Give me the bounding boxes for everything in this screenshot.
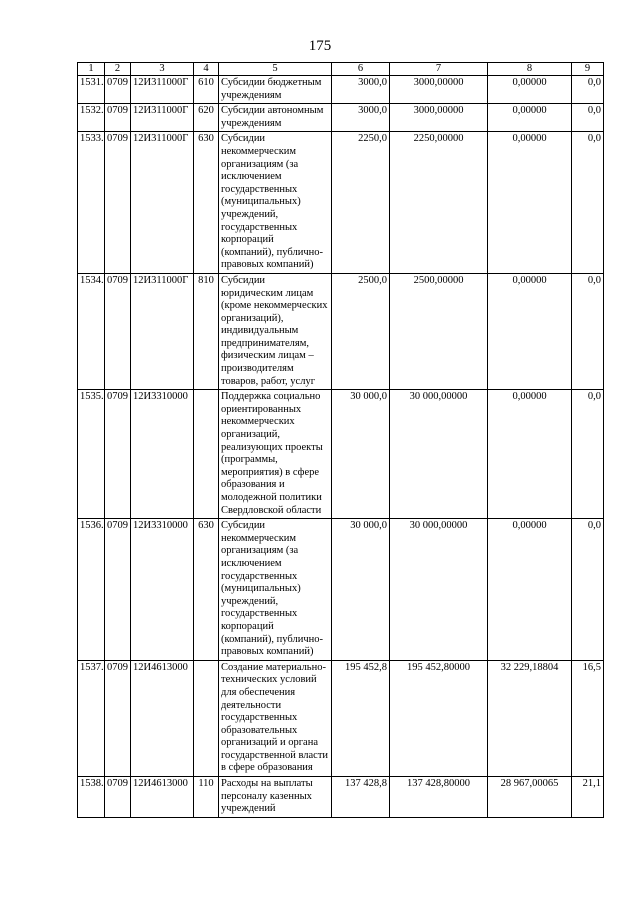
column-header: 6 [332,63,390,76]
budget-table [77,62,604,818]
column-header: 3 [131,63,194,76]
refined-amount: 30 000,00000 [390,390,488,519]
target-code: 12И311000Г [131,132,194,274]
expense-type [194,390,219,519]
refined-amount: 137 428,80000 [390,777,488,818]
item-name: Создание материально-технических условий для обеспечения деятельности государственных образовательных организаций и органа государственной власти в сфере образования [219,660,332,776]
refined-amount: 30 000,00000 [390,519,488,661]
row-number: 1538. [78,777,105,818]
item-name: Субсидии бюджетным учреждениям [219,76,332,104]
expense-type [194,660,219,776]
table-row [78,273,604,389]
row-number: 1534. [78,273,105,389]
target-code: 12И311000Г [131,76,194,104]
plan-amount: 2250,0 [332,132,390,274]
section-code: 0709 [105,390,131,519]
table-row [78,777,604,818]
expense-type: 630 [194,519,219,661]
expense-type: 620 [194,104,219,132]
row-number: 1532. [78,104,105,132]
execution-percent: 0,0 [572,519,604,661]
target-code: 12И4613000 [131,777,194,818]
executed-amount: 0,00000 [488,76,572,104]
expense-type: 110 [194,777,219,818]
refined-amount: 2500,00000 [390,273,488,389]
refined-amount: 3000,00000 [390,104,488,132]
expense-type: 610 [194,76,219,104]
executed-amount: 0,00000 [488,104,572,132]
plan-amount: 137 428,8 [332,777,390,818]
executed-amount: 28 967,00065 [488,777,572,818]
executed-amount: 0,00000 [488,390,572,519]
target-code: 12И4613000 [131,660,194,776]
item-name: Субсидии автономным учреждениям [219,104,332,132]
plan-amount: 2500,0 [332,273,390,389]
section-code: 0709 [105,777,131,818]
plan-amount: 3000,0 [332,104,390,132]
section-code: 0709 [105,519,131,661]
refined-amount: 3000,00000 [390,76,488,104]
execution-percent: 0,0 [572,132,604,274]
expense-type: 630 [194,132,219,274]
row-number: 1531. [78,76,105,104]
column-header: 7 [390,63,488,76]
table-row [78,76,604,104]
plan-amount: 30 000,0 [332,390,390,519]
item-name: Субсидии юридическим лицам (кроме некоммерческих организаций), индивидуальным предпринимателям, физическим лицам – производителям товаров, работ, услуг [219,273,332,389]
refined-amount: 195 452,80000 [390,660,488,776]
item-name: Расходы на выплаты персоналу казенных учреждений [219,777,332,818]
item-name: Поддержка социально ориентированных некоммерческих организаций, реализующих проекты (программы, мероприятия) в сфере образования и молодежной политики Свердловской области [219,390,332,519]
table-row [78,390,604,519]
table-row [78,519,604,661]
table-row [78,660,604,776]
section-code: 0709 [105,660,131,776]
page-number: 175 [308,38,332,54]
section-code: 0709 [105,104,131,132]
item-name: Субсидии некоммерческим организациям (за исключением государственных (муниципальных) учреждений, государственных корпораций (компаний), публично-правовых компаний) [219,132,332,274]
section-code: 0709 [105,273,131,389]
target-code: 12И3310000 [131,519,194,661]
column-header: 5 [219,63,332,76]
header-row [78,63,604,76]
column-header: 9 [572,63,604,76]
executed-amount: 0,00000 [488,273,572,389]
table-row [78,132,604,274]
target-code: 12И311000Г [131,273,194,389]
execution-percent: 0,0 [572,273,604,389]
plan-amount: 30 000,0 [332,519,390,661]
refined-amount: 2250,00000 [390,132,488,274]
column-header: 4 [194,63,219,76]
row-number: 1533. [78,132,105,274]
target-code: 12И311000Г [131,104,194,132]
executed-amount: 0,00000 [488,132,572,274]
column-header: 2 [105,63,131,76]
execution-percent: 0,0 [572,390,604,519]
target-code: 12И3310000 [131,390,194,519]
plan-amount: 3000,0 [332,76,390,104]
execution-percent: 21,1 [572,777,604,818]
plan-amount: 195 452,8 [332,660,390,776]
column-header: 8 [488,63,572,76]
row-number: 1535. [78,390,105,519]
row-number: 1537. [78,660,105,776]
section-code: 0709 [105,132,131,274]
table-row [78,104,604,132]
execution-percent: 0,0 [572,104,604,132]
column-header: 1 [78,63,105,76]
item-name: Субсидии некоммерческим организациям (за исключением государственных (муниципальных) учреждений, государственных корпораций (компаний), публично-правовых компаний) [219,519,332,661]
section-code: 0709 [105,76,131,104]
executed-amount: 0,00000 [488,519,572,661]
execution-percent: 0,0 [572,76,604,104]
row-number: 1536. [78,519,105,661]
execution-percent: 16,5 [572,660,604,776]
expense-type: 810 [194,273,219,389]
executed-amount: 32 229,18804 [488,660,572,776]
